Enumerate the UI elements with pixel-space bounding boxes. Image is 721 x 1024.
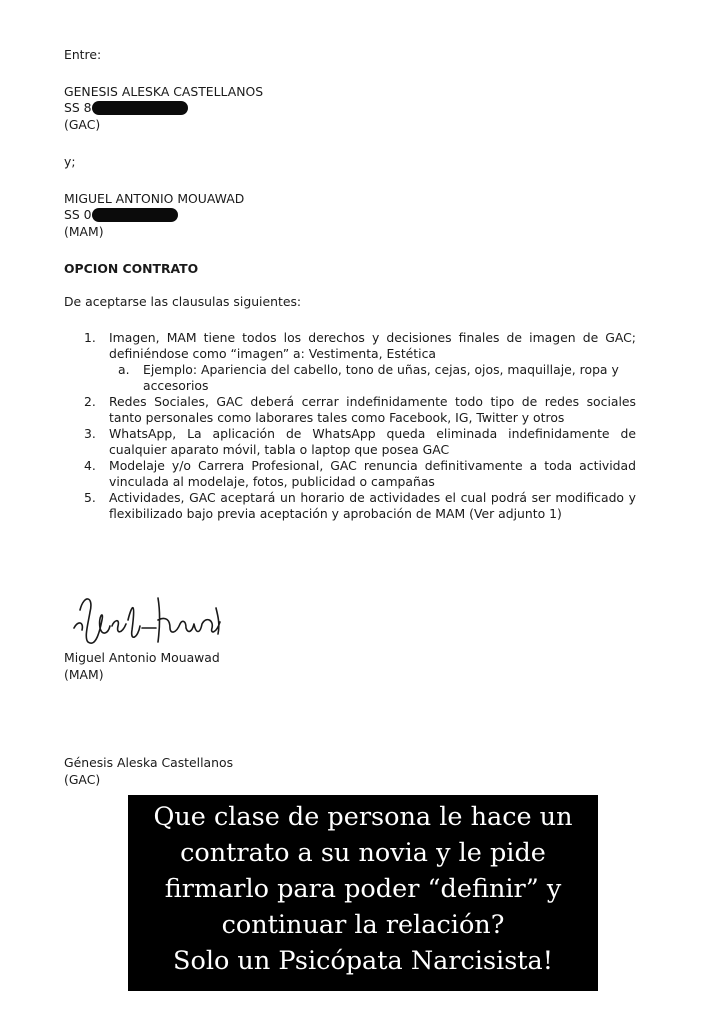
list-number: 4. <box>84 458 96 473</box>
sub-list-number: a. <box>118 362 130 377</box>
list-item <box>84 490 636 522</box>
party2-name: MIGUEL ANTONIO MOUAWAD <box>64 191 245 206</box>
party1-abbrev: (GAC) <box>64 117 101 132</box>
clause-text: Imagen, MAM tiene todos los derechos y decisiones finales de imagen de GAC; definiéndose como “imagen” a: Vestimenta, Estética <box>109 330 636 361</box>
signer2-abbrev: (GAC) <box>64 772 101 787</box>
intro-text: De aceptarse las clausulas siguientes: <box>64 294 302 309</box>
signer2-name: Génesis Aleska Castellanos <box>64 755 234 770</box>
list-number: 1. <box>84 330 96 345</box>
entre-label: Entre: <box>64 47 102 62</box>
y-label: y; <box>64 154 76 169</box>
caption-line: Que clase de persona le hace un <box>153 802 573 832</box>
party2-ss-prefix: SS 0 <box>64 207 92 222</box>
clause-text: Modelaje y/o Carrera Profesional, GAC renuncia definitivamente a toda actividad vinculada al modelaje, fotos, publicidad o campañas <box>109 458 636 489</box>
list-item <box>84 458 636 490</box>
caption-line: firmarlo para poder “definir” y <box>164 874 562 904</box>
signer1-abbrev: (MAM) <box>64 667 104 682</box>
overlay-caption <box>128 795 598 991</box>
list-item <box>84 330 636 362</box>
heading: OPCION CONTRATO <box>64 261 199 276</box>
party2-abbrev: (MAM) <box>64 224 104 239</box>
sub-list-item <box>118 362 636 394</box>
caption-line: contrato a su novia y le pide <box>180 838 546 868</box>
clause-list <box>84 330 636 522</box>
clause-text: WhatsApp, La aplicación de WhatsApp queda eliminada indefinidamente de cualquier aparato móvil, tabla o laptop que posea GAC <box>109 426 636 457</box>
party1-ss-prefix: SS 8 <box>64 100 92 115</box>
signer1-name: Miguel Antonio Mouawad <box>64 650 220 665</box>
redaction-bar <box>92 208 178 222</box>
list-item <box>84 394 636 426</box>
handwritten-signature <box>66 590 226 650</box>
caption-line: Solo un Psicópata Narcisista! <box>173 946 553 976</box>
party1-name: GENESIS ALESKA CASTELLANOS <box>64 84 264 99</box>
redaction-bar <box>92 101 188 115</box>
list-item <box>84 426 636 458</box>
sub-clause-text: Ejemplo: Apariencia del cabello, tono de uñas, cejas, ojos, maquillaje, ropa y accesorios <box>143 362 619 393</box>
party2-ss <box>64 207 178 223</box>
clause-text: Actividades, GAC aceptará un horario de actividades el cual podrá ser modificado y flexibilizado bajo previa aceptación y aprobación de MAM (Ver adjunto 1) <box>109 490 636 521</box>
list-number: 5. <box>84 490 96 505</box>
party1-ss <box>64 100 188 116</box>
caption-line: continuar la relación? <box>221 910 505 940</box>
list-number: 2. <box>84 394 96 409</box>
clause-text: Redes Sociales, GAC deberá cerrar indefinidamente todo tipo de redes sociales tanto personales como laborares tales como Facebook, IG, Twitter y otros <box>109 394 636 425</box>
list-number: 3. <box>84 426 96 441</box>
